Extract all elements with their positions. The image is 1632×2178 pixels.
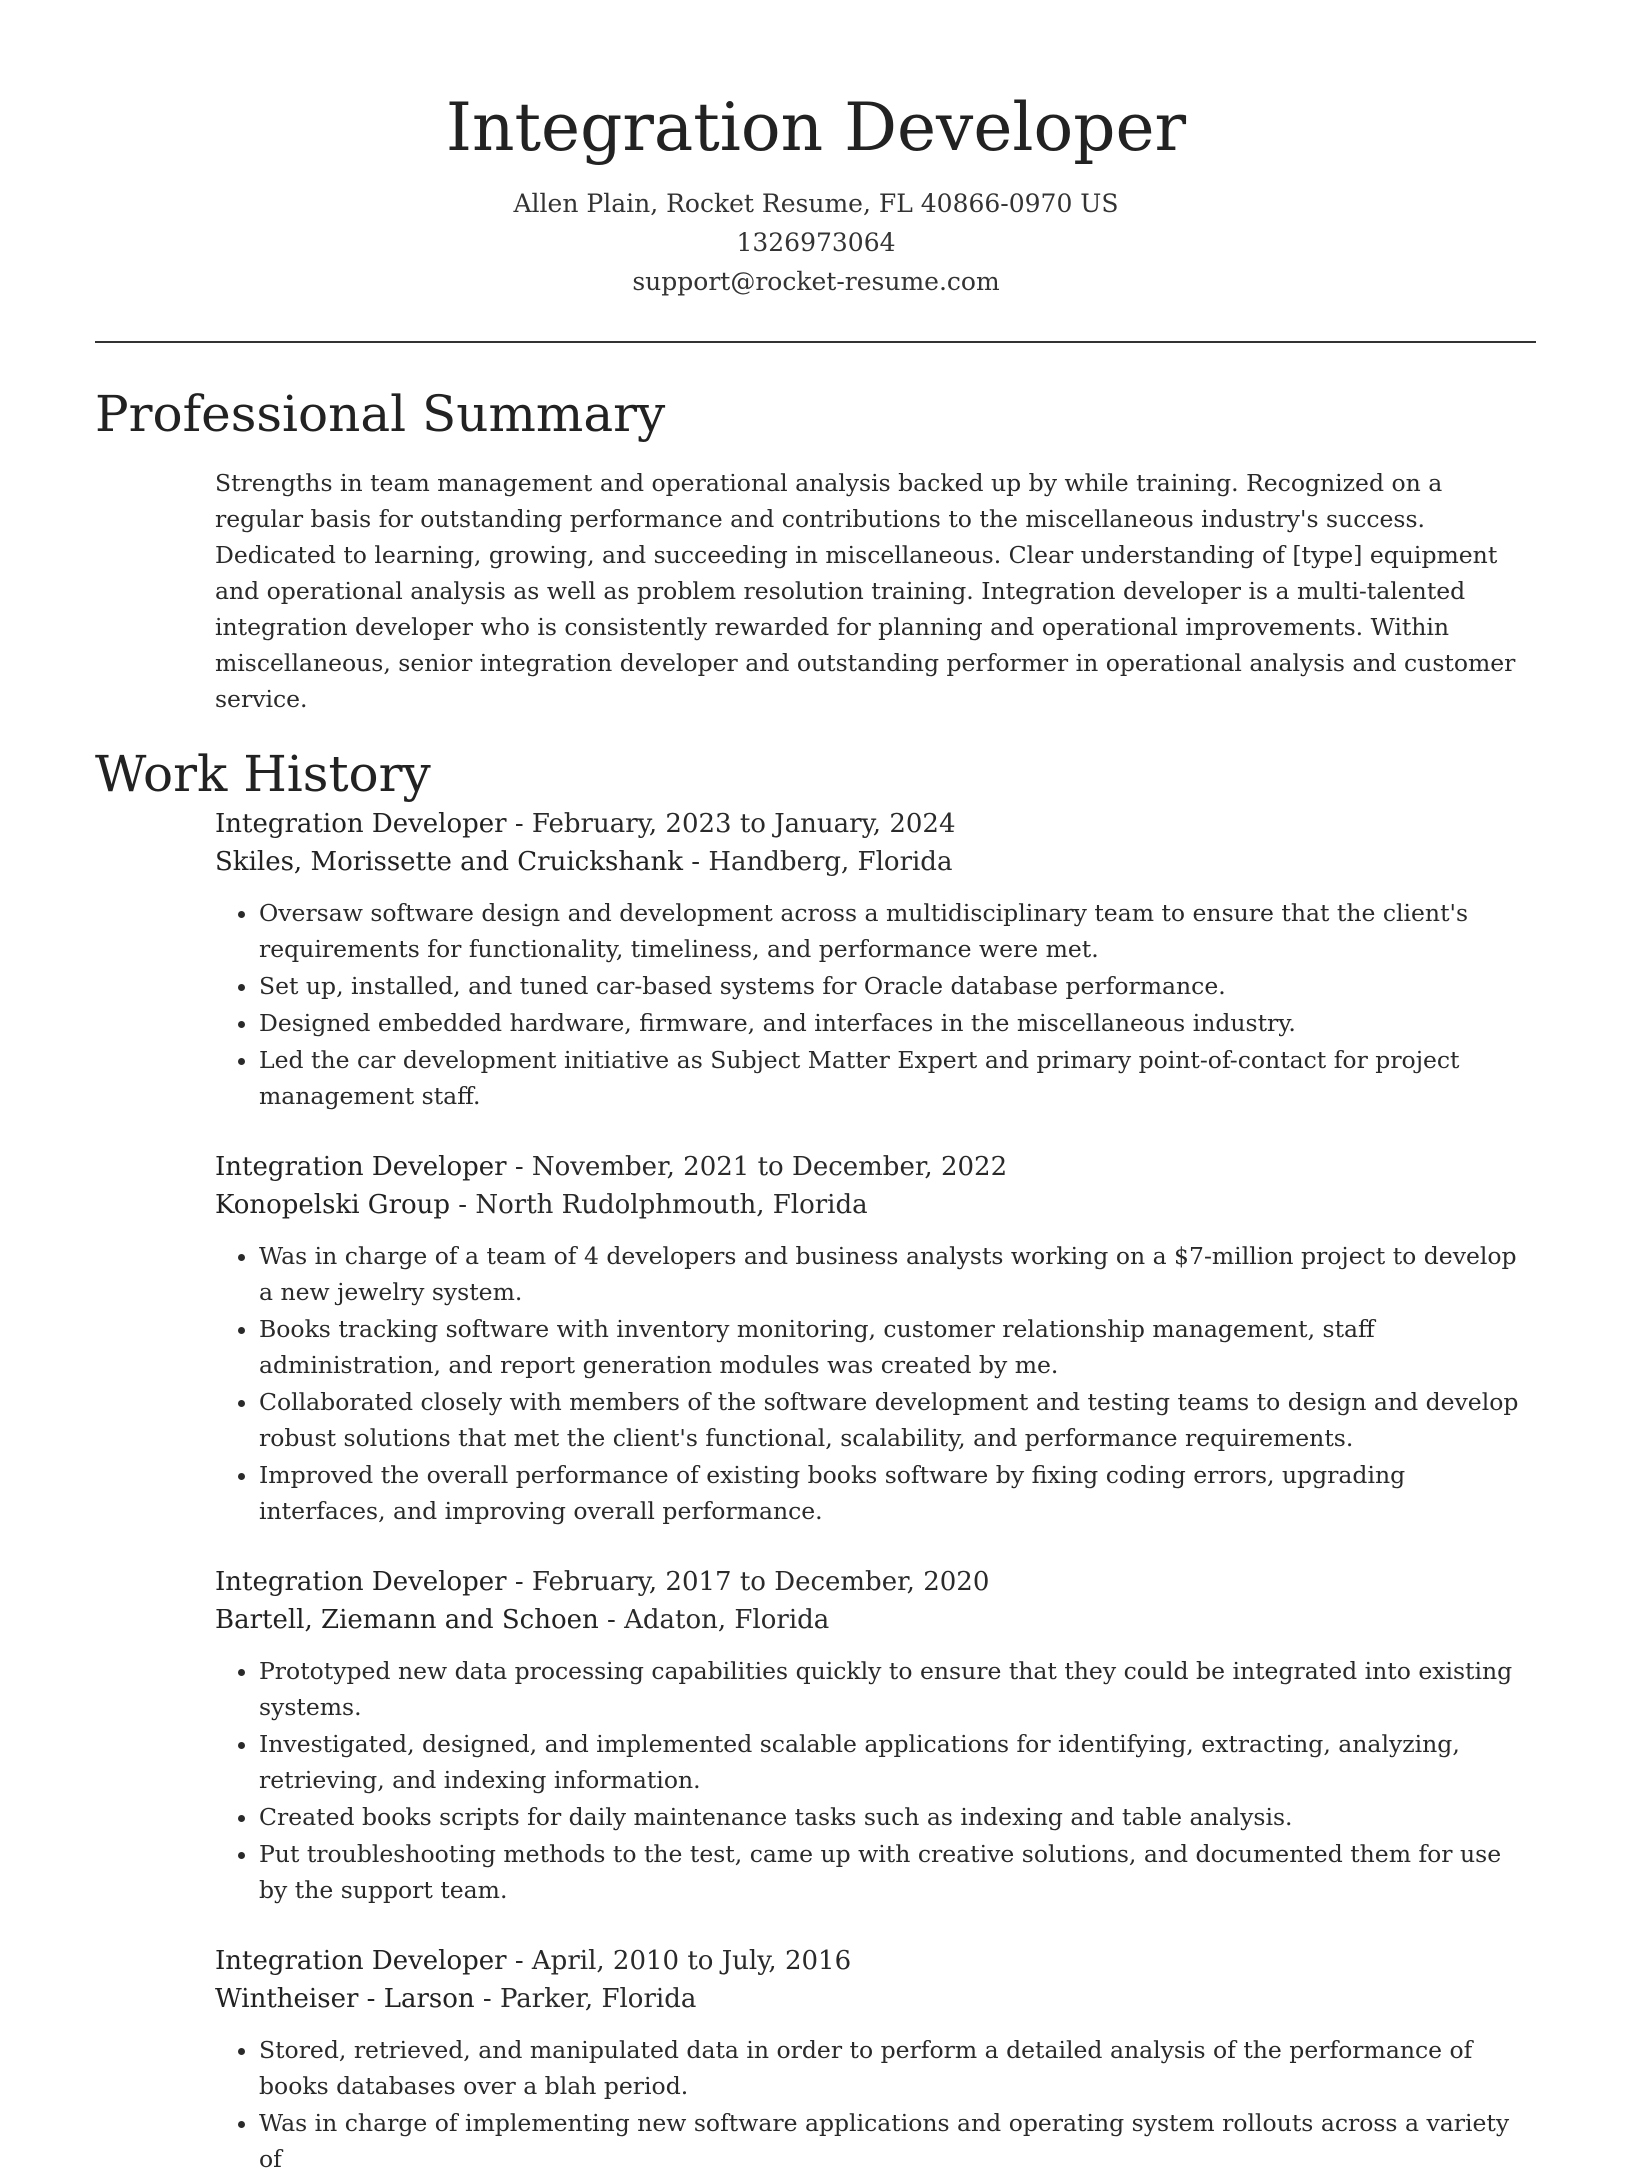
job-role: Integration Developer <box>215 1946 507 1976</box>
job-entry <box>215 805 1536 1114</box>
job-entry <box>215 1942 1536 2177</box>
job-dates: - April, 2010 to July, 2016 <box>506 1946 852 1976</box>
job-location: - North Rudolphmouth, Florida <box>450 1190 868 1220</box>
job-bullet: • Created books scripts for daily maintenance tasks such as indexing and table analysis. <box>259 1799 1536 1835</box>
job-bullet: • Investigated, designed, and implemented scalable applications for identifying, extracting, analyzing, retrieving, and indexing information. <box>259 1726 1536 1798</box>
resume-body <box>95 383 1536 2178</box>
contact-email: support@rocket-resume.com <box>632 267 1000 296</box>
job-bullets <box>215 2032 1536 2177</box>
job-bullet: • Was in charge of a team of 4 developers and business analysts working on a $7-million project to develop a new jewelry system. <box>259 1238 1536 1310</box>
job-role-line <box>215 1148 1536 1186</box>
job-role-line <box>215 1942 1536 1980</box>
job-location: - Adaton, Florida <box>598 1605 830 1635</box>
job-entry <box>215 1563 1536 1908</box>
job-bullet: • Improved the overall performance of existing books software by fixing coding errors, upgrading interfaces, and improving overall performance. <box>259 1457 1536 1529</box>
job-location: - Parker, Florida <box>474 1984 697 2014</box>
job-bullets <box>215 1238 1536 1529</box>
job-bullet: • Prototyped new data processing capabilities quickly to ensure that they could be integrated into existing systems. <box>259 1653 1536 1725</box>
job-entry <box>215 1148 1536 1529</box>
job-role: Integration Developer <box>215 809 507 839</box>
job-company-line <box>215 1601 1536 1639</box>
contact-phone: 1326973064 <box>736 228 896 257</box>
job-location: - Handberg, Florida <box>683 847 953 877</box>
job-dates: - February, 2023 to January, 2024 <box>506 809 956 839</box>
job-dates: - February, 2017 to December, 2020 <box>506 1567 990 1597</box>
header-divider <box>95 341 1536 343</box>
job-company: Skiles, Morissette and Cruickshank <box>215 847 684 877</box>
job-bullet: • Books tracking software with inventory monitoring, customer relationship management, staff administration, and report generation modules was created by me. <box>259 1311 1536 1383</box>
job-company-line <box>215 1186 1536 1224</box>
job-role-line <box>215 805 1536 843</box>
job-bullets <box>215 1653 1536 1908</box>
job-bullet: • Was in charge of implementing new software applications and operating system rollouts across a variety of <box>259 2105 1536 2177</box>
contact-block <box>0 184 1632 301</box>
candidate-title: Integration Developer <box>445 89 1187 166</box>
contact-address: Allen Plain, Rocket Resume, FL 40866-0970 US <box>513 189 1119 218</box>
job-role: Integration Developer <box>215 1567 507 1597</box>
job-company-line <box>215 1980 1536 2018</box>
job-bullet: • Collaborated closely with members of the software development and testing teams to design and develop robust solutions that met the client's functional, scalability, and performance requirements. <box>259 1384 1536 1456</box>
job-bullets <box>215 895 1536 1114</box>
job-company: Bartell, Ziemann and Schoen <box>215 1605 599 1635</box>
job-bullet: • Oversaw software design and development across a multidisciplinary team to ensure that the client's requirements for functionality, timeliness, and performance were met. <box>259 895 1536 967</box>
job-company: Wintheiser - Larson <box>215 1984 475 2014</box>
job-company: Konopelski Group <box>215 1190 451 1220</box>
job-company-line <box>215 843 1536 881</box>
job-role-line <box>215 1563 1536 1601</box>
summary-text: Strengths in team management and operational analysis backed up by while training. Recognized on a regular basis for outstanding performance and contributions to the miscellaneous industry's success. Dedicated to learning, growing, and succeeding in miscellaneous. Clear understanding of [type] equipment and operational analysis as well as problem resolution training. Integration developer is a multi-talented integration developer who is consistently rewarded for planning and operational improvements. Within miscellaneous, senior integration developer and outstanding performer in operational analysis and customer service. <box>215 469 1516 713</box>
job-bullet: • Stored, retrieved, and manipulated data in order to perform a detailed analysis of the performance of books databases over a blah period. <box>259 2032 1536 2104</box>
job-bullet: • Set up, installed, and tuned car-based systems for Oracle database performance. <box>259 968 1536 1004</box>
section-title-summary: Professional Summary <box>95 385 666 443</box>
job-dates: - November, 2021 to December, 2022 <box>506 1152 1008 1182</box>
job-bullet: • Led the car development initiative as Subject Matter Expert and primary point-of-contact for project management staff. <box>259 1042 1536 1114</box>
job-bullet: • Put troubleshooting methods to the test, came up with creative solutions, and documented them for use by the support team. <box>259 1836 1536 1908</box>
section-title-work-history: Work History <box>95 745 431 803</box>
job-role: Integration Developer <box>215 1152 507 1182</box>
job-bullet: • Designed embedded hardware, firmware, and interfaces in the miscellaneous industry. <box>259 1005 1536 1041</box>
work-history-list <box>95 805 1536 2177</box>
resume-header <box>0 0 1632 301</box>
